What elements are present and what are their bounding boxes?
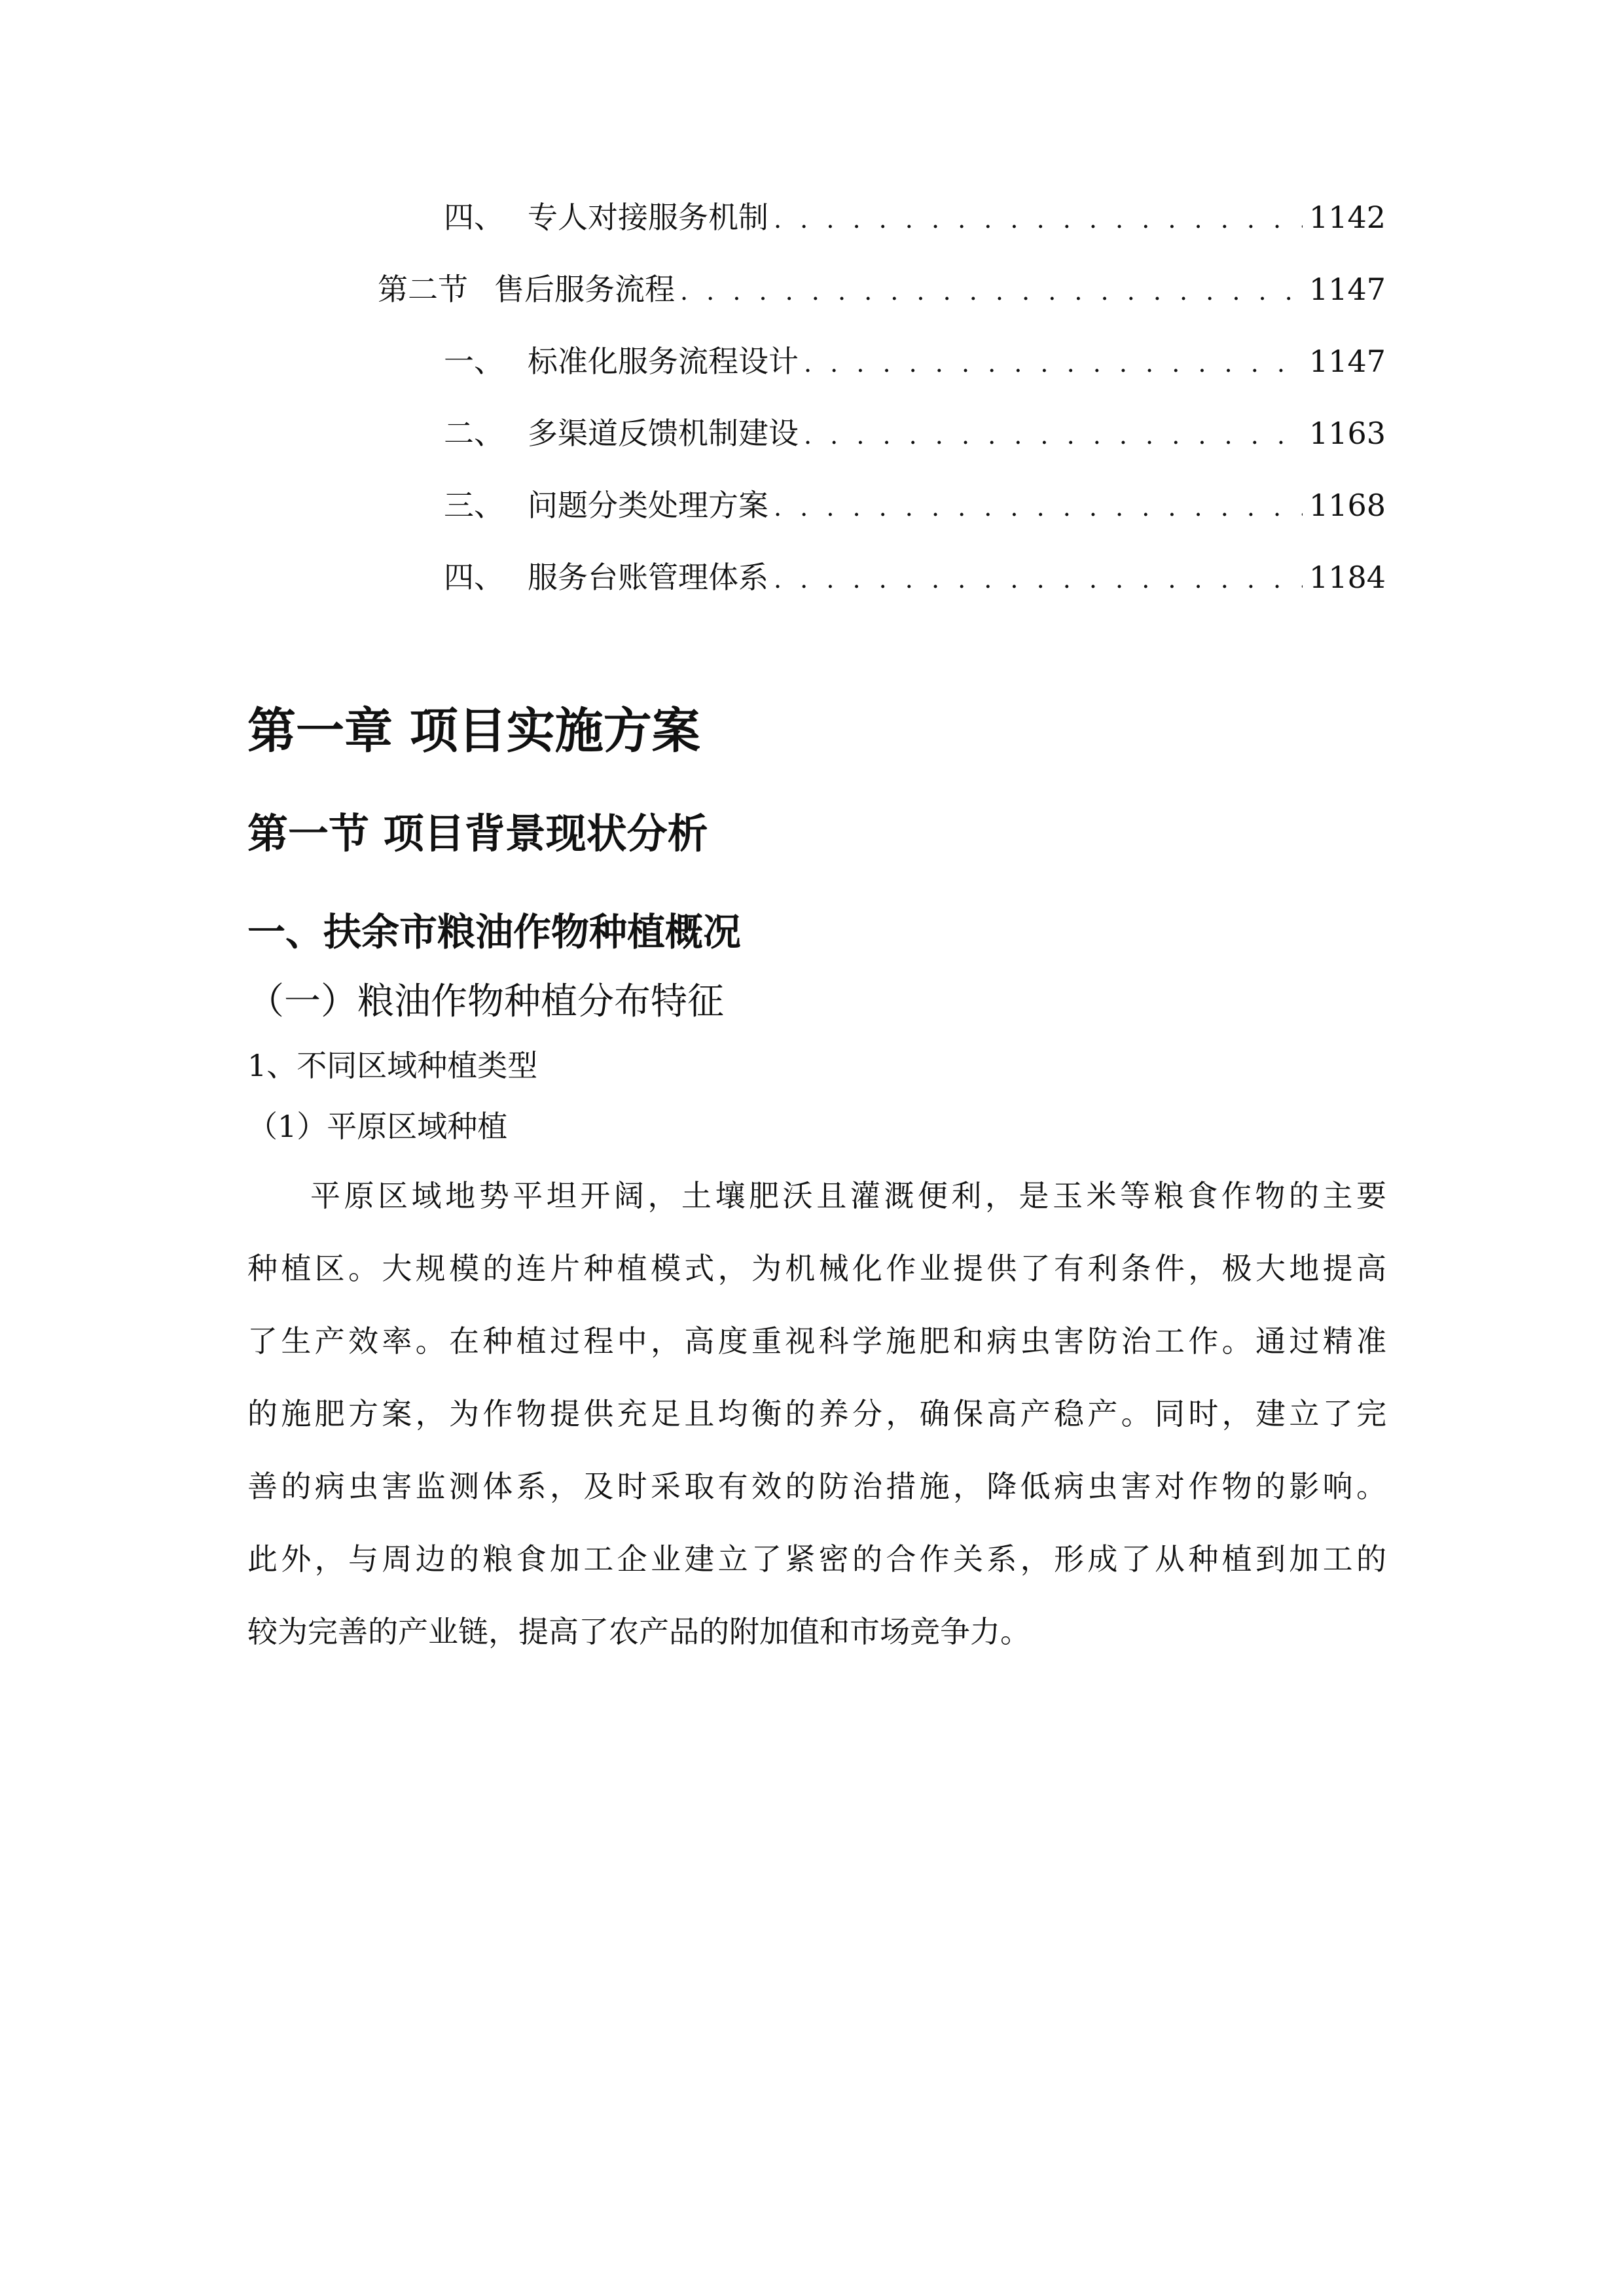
toc-entry-page: 1147 [1308,272,1386,307]
subheading-level-4: （一）粮油作物种植分布特征 [247,980,724,1023]
toc-entry-page: 1184 [1308,560,1386,595]
toc-dot-leader [774,193,1303,243]
toc-entry-page: 1163 [1308,416,1386,451]
toc-dot-leader [774,481,1303,531]
toc-entry-title: 服务台账管理体系 [528,560,768,595]
toc-entry-page: 1142 [1308,200,1386,235]
paragraph-line: 种植区。大规模的连片种植模式，为机械化作业提供了有利条件，极大地提高 [247,1251,1386,1286]
toc-dot-leader [680,265,1303,315]
toc-entry[interactable] [444,551,1386,603]
chapter-title: 第一章 项目实施方案 [247,703,700,759]
toc-entry-number: 二、 [444,416,504,451]
toc-entry-page: 1168 [1308,488,1386,523]
toc-entry-title: 问题分类处理方案 [528,488,768,523]
toc-entry-number: 四、 [444,200,504,235]
subsection-title: 一、扶余市粮油作物种植概况 [247,910,742,954]
toc-entry-number: 第二节 [378,272,468,307]
toc-entry[interactable] [444,407,1386,459]
body-paragraph [247,1160,1386,1668]
toc-entry-page: 1147 [1308,344,1386,379]
toc-entry-title: 标准化服务流程设计 [528,344,799,379]
subheading-level-5: 1、不同区域种植类型 [247,1048,538,1083]
toc-dot-leader [774,553,1303,603]
toc-entry[interactable] [444,335,1386,387]
toc-dot-leader [804,337,1303,387]
toc-dot-leader [804,409,1303,459]
toc-entry-title: 专人对接服务机制 [528,200,768,235]
toc-entry[interactable] [444,191,1386,243]
paragraph-line: 此外，与周边的粮食加工企业建立了紧密的合作关系，形成了从种植到加工的 [247,1541,1386,1577]
toc-entry[interactable] [444,479,1386,531]
paragraph-line: 平原区域地势平坦开阔，土壤肥沃且灌溉便利，是玉米等粮食作物的主要 [310,1178,1386,1213]
paragraph-line: 的施肥方案，为作物提供充足且均衡的养分，确保高产稳产。同时，建立了完 [247,1396,1386,1431]
subheading-level-6: （1）平原区域种植 [247,1109,508,1144]
toc-entry-number: 一、 [444,344,504,379]
paragraph-line: 较为完善的产业链，提高了农产品的附加值和市场竞争力。 [247,1614,1030,1649]
toc-entry-title: 多渠道反馈机制建设 [528,416,799,451]
section-title: 第一节 项目背景现状分析 [247,810,708,857]
toc-entry-title: 售后服务流程 [494,272,675,307]
toc-entry-number: 三、 [444,488,504,523]
toc-entry[interactable] [378,263,1386,315]
paragraph-line: 善的病虫害监测体系，及时采取有效的防治措施，降低病虫害对作物的影响。 [247,1469,1386,1504]
toc-entry-number: 四、 [444,560,504,595]
paragraph-line: 了生产效率。在种植过程中，高度重视科学施肥和病虫害防治工作。通过精准 [247,1323,1386,1359]
